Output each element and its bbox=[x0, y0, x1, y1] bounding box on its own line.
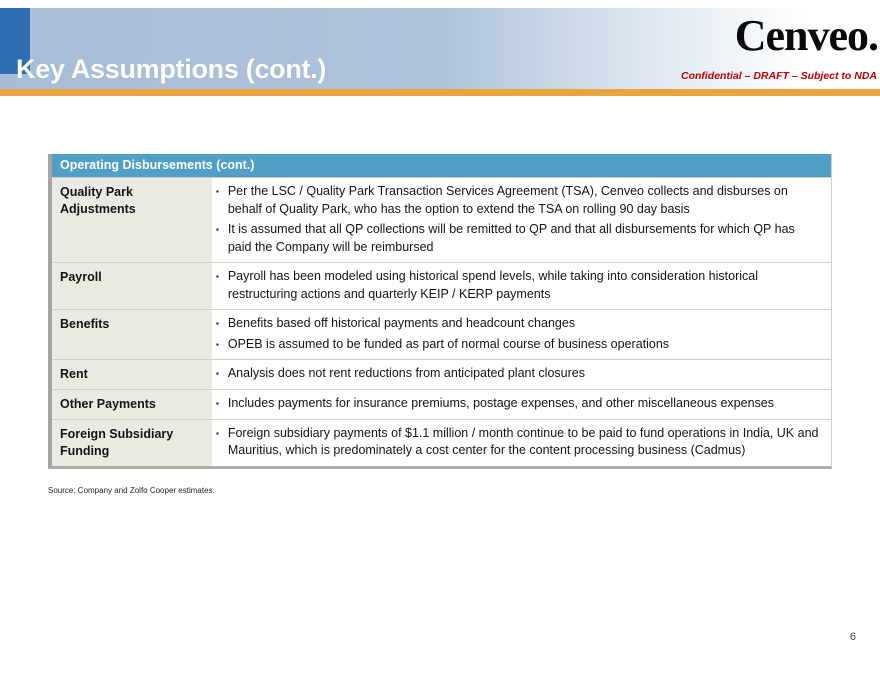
bullet-item bbox=[216, 221, 819, 256]
gold-divider bbox=[0, 89, 880, 96]
bullet-icon: ▪ bbox=[216, 369, 219, 378]
cenveo-logo: Cenveo. bbox=[734, 11, 878, 60]
bullet-icon: ▪ bbox=[216, 187, 219, 196]
table-row bbox=[52, 389, 831, 419]
bullet-text: Payroll has been modeled using historical spend levels, while taking into consideration historical restructuring actions and quarterly KEIP / KERP payments bbox=[227, 269, 759, 301]
table-header: Operating Disbursements (cont.) bbox=[52, 154, 831, 177]
row-content bbox=[212, 178, 831, 262]
bullet-icon: ▪ bbox=[216, 272, 219, 281]
row-label: Quality Park Adjustments bbox=[52, 178, 212, 262]
row-content bbox=[212, 263, 831, 309]
bullet-text: Foreign subsidiary payments of $1.1 million / month continue to be paid to fund operations in India, UK and Mauritius, which is predominately a cost center for the content processing business (Cadmus) bbox=[227, 425, 819, 458]
bullet-text: Per the LSC / Quality Park Transaction Services Agreement (TSA), Cenveo collects and disburses on behalf of Quality Park, who has the option to extend the TSA on rolling 90 day basis bbox=[227, 184, 788, 216]
bullet-icon: ▪ bbox=[216, 398, 219, 408]
row-label: Benefits bbox=[52, 310, 212, 359]
bullet-text: Benefits based off historical payments and headcount changes bbox=[227, 316, 576, 330]
operating-disbursements-table bbox=[48, 154, 832, 469]
source-note: Source: Company and Zolfo Cooper estimates. bbox=[48, 486, 215, 495]
row-content bbox=[212, 360, 831, 389]
table-row bbox=[52, 309, 831, 359]
bullet-text: OPEB is assumed to be funded as part of normal course of business operations bbox=[227, 336, 670, 351]
bullet-item bbox=[216, 315, 819, 333]
row-label: Foreign Subsidiary Funding bbox=[52, 420, 212, 466]
bullet-icon: ▪ bbox=[216, 428, 219, 438]
row-label: Rent bbox=[52, 360, 212, 389]
table-row bbox=[52, 419, 831, 466]
table-row bbox=[52, 262, 831, 309]
bullet-item bbox=[216, 395, 819, 413]
bullet-icon: ▪ bbox=[216, 319, 219, 328]
page-number: 6 bbox=[849, 631, 856, 643]
table-row bbox=[52, 359, 831, 389]
bullet-icon: ▪ bbox=[216, 339, 219, 349]
confidential-note: Confidential – DRAFT – Subject to NDA bbox=[680, 70, 877, 82]
bullet-item bbox=[216, 183, 819, 218]
bullet-item bbox=[216, 268, 819, 303]
row-label: Payroll bbox=[52, 263, 212, 309]
table-row bbox=[52, 177, 831, 262]
bullet-text: Analysis does not rent reductions from anticipated plant closures bbox=[227, 366, 585, 380]
page-title: Key Assumptions (cont.) bbox=[16, 54, 327, 84]
row-content bbox=[212, 390, 831, 419]
bullet-item bbox=[216, 425, 819, 460]
row-label: Other Payments bbox=[52, 390, 212, 419]
bullet-item bbox=[216, 365, 819, 383]
bullet-item bbox=[216, 336, 819, 354]
bullet-icon: ▪ bbox=[216, 225, 219, 234]
row-content bbox=[212, 420, 831, 466]
bullet-text: Includes payments for insurance premiums, postage expenses, and other miscellaneous expenses bbox=[227, 395, 774, 410]
row-content bbox=[212, 310, 831, 359]
bullet-text: It is assumed that all QP collections will be remitted to QP and that all disbursements for which QP has paid the Company will be reimbursed bbox=[227, 222, 795, 254]
